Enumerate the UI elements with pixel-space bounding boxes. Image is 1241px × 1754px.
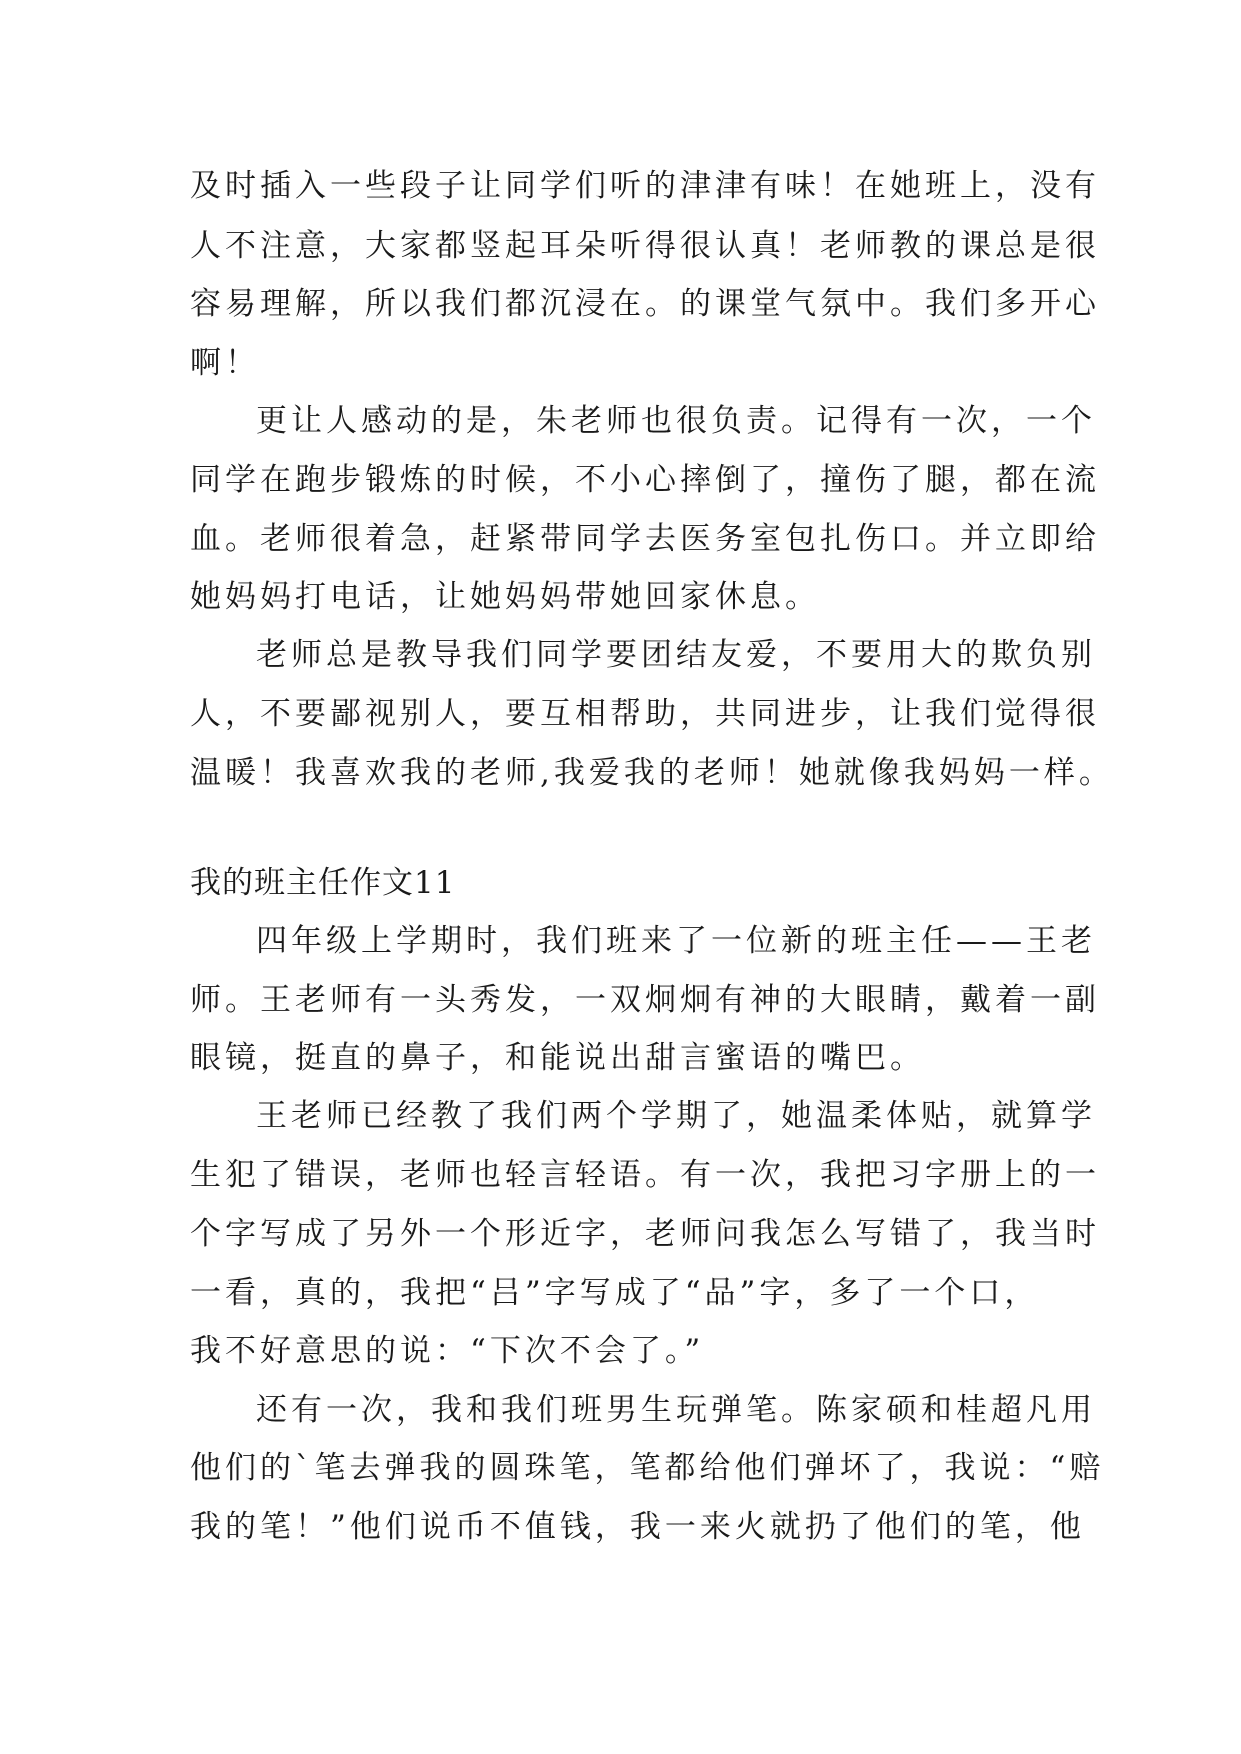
- paragraph-first-line: 四年级上学期时，我们班来了一位新的班主任——王老: [256, 923, 1096, 959]
- text-line: 他们的`笔去弹我的圆珠笔，笔都给他们弹坏了，我说：“赔: [190, 1450, 1105, 1486]
- text-line: 容易理解，所以我们都沉浸在。的课堂气氛中。我们多开心: [190, 286, 1100, 322]
- text-line: 人，不要鄙视别人，要互相帮助，共同进步，让我们觉得很: [190, 696, 1100, 732]
- text-line: 我的笔！”他们说币不值钱，我一来火就扔了他们的笔，他: [190, 1509, 1085, 1545]
- text-line: 人不注意，大家都竖起耳朵听得很认真！老师教的课总是很: [190, 228, 1100, 264]
- paragraph-first-line: 更让人感动的是，朱老师也很负责。记得有一次，一个: [256, 403, 1096, 439]
- text-line: 及时插入一些段子让同学们听的津津有味！在她班上，没有: [190, 168, 1100, 204]
- text-line: 个字写成了另外一个形近字，老师问我怎么写错了，我当时: [190, 1216, 1100, 1252]
- text-line: 同学在跑步锻炼的时候，不小心摔倒了，撞伤了腿，都在流: [190, 462, 1100, 498]
- text-line: 她妈妈打电话，让她妈妈带她回家休息。: [190, 579, 820, 615]
- text-line: 眼镜，挺直的鼻子，和能说出甜言蜜语的嘴巴。: [190, 1040, 925, 1076]
- text-line: 啊！: [190, 345, 260, 381]
- text-line: 我不好意思的说：“下次不会了。”: [190, 1333, 705, 1369]
- paragraph-first-line: 老师总是教导我们同学要团结友爱，不要用大的欺负别: [256, 637, 1096, 673]
- text-line: 生犯了错误，老师也轻言轻语。有一次，我把习字册上的一: [190, 1157, 1100, 1193]
- text-line: 一看，真的，我把“吕”字写成了“品”字，多了一个口，: [190, 1275, 1040, 1311]
- paragraph-first-line: 王老师已经教了我们两个学期了，她温柔体贴，就算学: [256, 1098, 1096, 1134]
- section-heading: 我的班主任作文11: [190, 865, 456, 901]
- paragraph-first-line: 还有一次，我和我们班男生玩弹笔。陈家硕和桂超凡用: [256, 1392, 1096, 1428]
- text-line: 血。老师很着急，赶紧带同学去医务室包扎伤口。并立即给: [190, 521, 1100, 557]
- text-line: 师。王老师有一头秀发，一双炯炯有神的大眼睛，戴着一副: [190, 982, 1100, 1018]
- text-line: 温暖！我喜欢我的老师,我爱我的老师！她就像我妈妈一样。: [190, 755, 1114, 791]
